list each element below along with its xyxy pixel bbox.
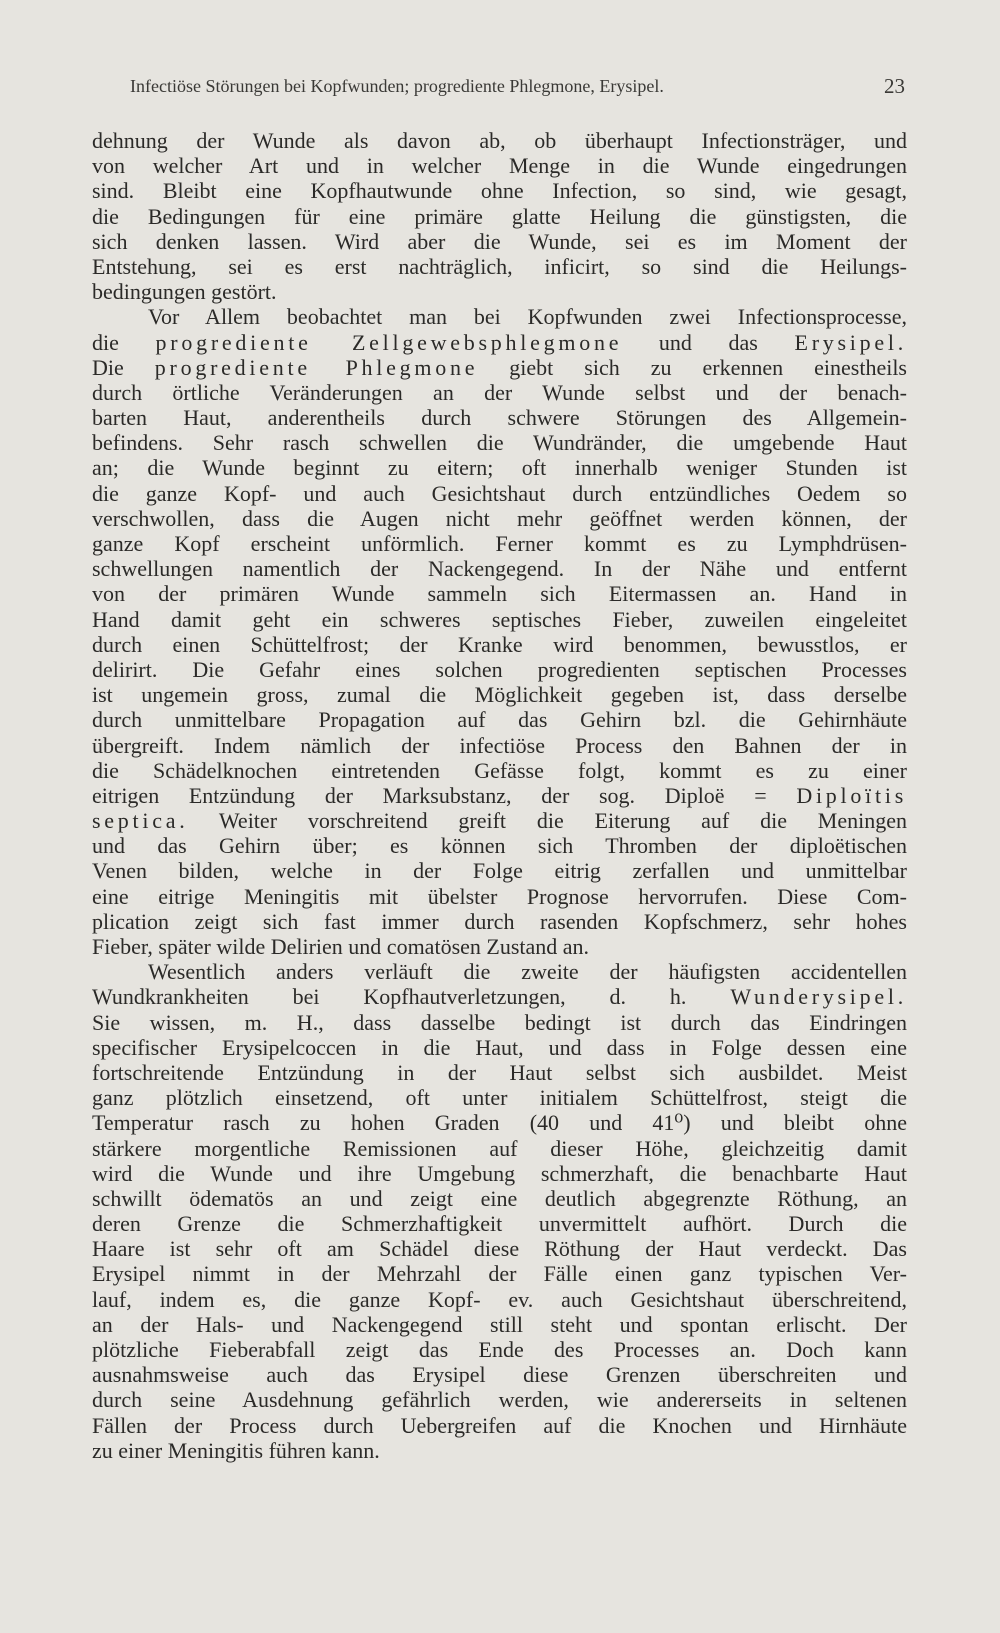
text-line xyxy=(92,984,907,1009)
text-line: an; die Wunde beginnt zu eitern; oft innerhalb weniger Stunden ist xyxy=(92,455,907,481)
text-line: befindens. Sehr rasch schwellen die Wundränder, die umgebende Haut xyxy=(92,430,907,456)
text-segment: eitrigen Entzündung der Marksubstanz, der sog. Diploë = xyxy=(92,782,797,808)
text-line xyxy=(92,330,907,355)
text-line: plötzliche Fieberabfall zeigt das Ende des Processes an. Doch kann xyxy=(92,1337,907,1362)
text-segment: giebt sich zu erkennen einestheils xyxy=(478,354,907,380)
emphasis-term: progrediente Zellgewebsphlegmone xyxy=(155,329,623,355)
text-line: Temperatur rasch zu hohen Graden (40 und 41⁰) und bleibt ohne xyxy=(92,1110,907,1136)
text-line: deren Grenze die Schmerzhaftigkeit unvermittelt aufhört. Durch die xyxy=(92,1211,907,1237)
text-line: specifischer Erysipelcoccen in die Haut, und dass in Folge dessen eine xyxy=(92,1034,907,1060)
text-line: von der primären Wunde sammeln sich Eitermassen an. Hand in xyxy=(92,581,907,607)
text-line: wird die Wunde und ihre Umgebung schmerzhaft, die benachbarte Haut xyxy=(92,1160,907,1186)
text-line: sich denken lassen. Wird aber die Wunde, sei es im Moment der xyxy=(92,228,907,254)
text-line: Hand damit geht ein schweres septisches Fieber, zuweilen eingeleitet xyxy=(92,606,907,632)
text-line: Venen bilden, welche in der Folge eitrig zerfallen und unmittelbar xyxy=(92,858,907,884)
text-line: und das Gehirn über; es können sich Thromben der diploëtischen xyxy=(92,833,907,859)
body-text xyxy=(92,128,907,1463)
text-line xyxy=(92,355,907,380)
text-line: sind. Bleibt eine Kopfhautwunde ohne Infection, so sind, wie gesagt, xyxy=(92,178,907,204)
emphasis-term: progrediente Phlegmone xyxy=(154,354,479,380)
text-segment: Vor Allem beobachtet man bei Kopfwunden zwei Infectionsprocesse, xyxy=(148,304,907,330)
text-line: eine eitrige Meningitis mit übelster Prognose hervorrufen. Diese Com- xyxy=(92,883,907,909)
text-line: schwillt ödematös an und zeigt eine deutlich abgegrenzte Röthung, an xyxy=(92,1185,907,1211)
text-line: durch einen Schüttelfrost; der Kranke wird benommen, bewusstlos, er xyxy=(92,631,907,657)
text-line: die ganze Kopf- und auch Gesichtshaut durch entzündliches Oedem so xyxy=(92,480,907,506)
text-line: die Bedingungen für eine primäre glatte Heilung die günstigsten, die xyxy=(92,203,907,229)
text-line: von welcher Art und in welcher Menge in die Wunde eingedrungen xyxy=(92,153,907,179)
text-line: delirirt. Die Gefahr eines solchen progredienten septischen Processes xyxy=(92,656,907,682)
text-segment: Wundkrankheiten bei Kopfhautverletzungen, d. h. xyxy=(92,984,731,1010)
text-line: lauf, indem es, die ganze Kopf- ev. auch Gesichtshaut überschreitend, xyxy=(92,1286,907,1312)
text-line: dehnung der Wunde als davon ab, ob überhaupt Infectionsträger, und xyxy=(92,128,907,153)
text-segment: die xyxy=(92,329,156,355)
text-line xyxy=(92,304,907,329)
text-line: barten Haut, anderentheils durch schwere Störungen des Allgemein- xyxy=(92,405,907,431)
text-segment: Wesentlich anders verläuft die zweite der häufigsten accidentellen xyxy=(148,959,907,985)
text-line: ganz plötzlich einsetzend, oft unter initialem Schüttelfrost, steigt die xyxy=(92,1085,907,1111)
text-line xyxy=(92,959,907,984)
text-line: ist ungemein gross, zumal die Möglichkeit gegeben ist, dass derselbe xyxy=(92,682,907,708)
text-line: fortschreitende Entzündung in der Haut selbst sich ausbildet. Meist xyxy=(92,1059,907,1085)
text-line xyxy=(92,808,907,833)
text-line: Haare ist sehr oft am Schädel diese Röthung der Haut verdeckt. Das xyxy=(92,1236,907,1262)
text-line: zu einer Meningitis führen kann. xyxy=(92,1437,380,1463)
text-line: Erysipel nimmt in der Mehrzahl der Fälle einen ganz typischen Ver- xyxy=(92,1261,907,1287)
text-line: durch örtliche Veränderungen an der Wunde selbst und der benach- xyxy=(92,379,907,405)
text-line: bedingungen gestört. xyxy=(92,279,277,305)
text-line: verschwollen, dass die Augen nicht mehr geöffnet werden können, der xyxy=(92,505,907,531)
text-segment: Die xyxy=(92,354,155,380)
text-line: ganze Kopf erscheint unförmlich. Ferner kommt es zu Lymphdrüsen- xyxy=(92,531,907,556)
text-line: die Schädelknochen eintretenden Gefässe folgt, kommt es zu einer xyxy=(92,757,907,783)
page-number: 23 xyxy=(884,74,905,98)
text-line: ausnahmsweise auch das Erysipel diese Grenzen überschreiten und xyxy=(92,1362,907,1388)
emphasis-term: Diploïtis xyxy=(796,782,907,808)
text-line: übergreift. Indem nämlich der infectiöse Process den Bahnen der in xyxy=(92,732,907,758)
text-line: Sie wissen, m. H., dass dasselbe bedingt ist durch das Eindringen xyxy=(92,1009,907,1035)
text-line: Entstehung, sei es erst nachträglich, inficirt, so sind die Heilungs- xyxy=(92,253,907,279)
text-line: an der Hals- und Nackengegend still steht und spontan erlischt. Der xyxy=(92,1311,907,1337)
text-line: Fällen der Process durch Uebergreifen auf die Knochen und Hirnhäute xyxy=(92,1412,907,1438)
emphasis-term: Wunderysipel. xyxy=(730,984,907,1010)
running-header xyxy=(130,76,905,106)
text-line: plication zeigt sich fast immer durch rasenden Kopfschmerz, sehr hohes xyxy=(92,908,907,934)
text-line: stärkere morgentliche Remissionen auf dieser Höhe, gleichzeitig damit xyxy=(92,1135,907,1161)
text-line: durch seine Ausdehnung gefährlich werden, wie andererseits in seltenen xyxy=(92,1387,907,1413)
text-line: schwellungen namentlich der Nackengegend. In der Nähe und entfernt xyxy=(92,556,907,582)
text-line xyxy=(92,783,907,808)
text-segment: und das xyxy=(622,329,795,355)
running-title: Infectiöse Störungen bei Kopfwunden; progrediente Phlegmone, Erysipel. xyxy=(130,76,664,96)
emphasis-term: Erysipel. xyxy=(794,329,907,355)
emphasis-term: septica. xyxy=(92,808,189,834)
text-segment: Weiter vorschreitend greift die Eiterung auf die Meningen xyxy=(188,808,907,834)
text-line: Fieber, später wilde Delirien und comatösen Zustand an. xyxy=(92,934,590,959)
text-line: durch unmittelbare Propagation auf das Gehirn bzl. die Gehirnhäute xyxy=(92,707,907,733)
